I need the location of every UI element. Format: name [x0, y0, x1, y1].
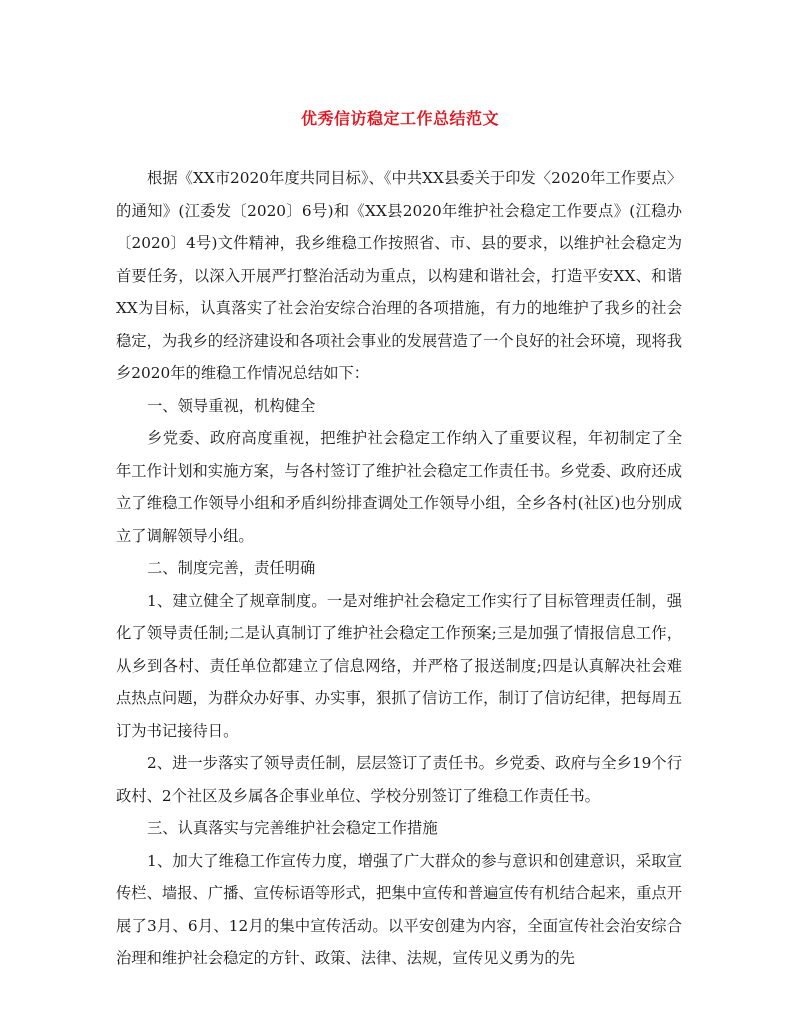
document-title: 优秀信访稳定工作总结范文: [300, 109, 499, 128]
section-heading-3: 三、认真落实与完善维护社会稳定工作措施: [147, 819, 438, 837]
paragraph-section-2-item-2: 2、进一步落实了领导责任制，层层签订了责任书。乡党委、政府与全乡19个行政村、2个社区及乡属各企事业单位、学校分别签订了维稳工作责任书。: [116, 754, 682, 805]
section-heading-1: 一、领导重视，机构健全: [147, 396, 316, 415]
document-body: [116, 162, 682, 975]
paragraph-section-1: 乡党委、政府高度重视，把维护社会稳定工作纳入了重要议程，年初制定了全年工作计划和实施方案，与各村签订了维护社会稳定工作责任书。乡党委、政府还成立了维稳工作领导小组和矛盾纠纷排查调处工作领导小组，全乡各村(社区)也分别成立了调解领导小组。: [116, 429, 682, 545]
section-heading-2: 二、制度完善，责任明确: [147, 559, 316, 577]
paragraph-section-2-item-1: 1、建立健全了规章制度。一是对维护社会稳定工作实行了目标管理责任制，强化了领导责任制;二是认真制订了维护社会稳定工作预案;三是加强了情报信息工作，从乡到各村、责任单位都建立了信息网络，并严格了报送制度;四是认真解决社会难点热点问题，为群众办好事、办实事，狠抓了信访工作，制订了信访纪律，把每周五订为书记接待日。: [116, 591, 682, 740]
paragraph-section-3-item-1: 1、加大了维稳工作宣传力度，增强了广大群众的参与意识和创建意识，采取宣传栏、墙报、广播、宣传标语等形式，把集中宣传和普遍宣传有机结合起来，重点开展了3月、6月、12月的集中宣传活动。以平安创建为内容，全面宣传社会治安综合治理和维护社会稳定的方针、政策、法律、法规，宣传见义勇为的先: [116, 851, 682, 967]
paragraph-intro: 根据《XX市2020年度共同目标》、《中共XX县委关于印发〈2020年工作要点〉的通知》(江委发〔2020〕6号)和《XX县2020年维护社会稳定工作要点》(江稳办〔2020〕4号)文件精神，我乡维稳工作按照省、市、县的要求，以维护社会稳定为首要任务，以深入开展严打整治活动为重点，以构建和谐社会，打造平安XX、和谐XX为目标，认真落实了社会治安综合治理的各项措施，有力的地维护了我乡的社会稳定，为我乡的经济建设和各项社会事业的发展营造了一个良好的社会环境，现将我乡2020年的维稳工作情况总结如下：: [116, 169, 682, 382]
